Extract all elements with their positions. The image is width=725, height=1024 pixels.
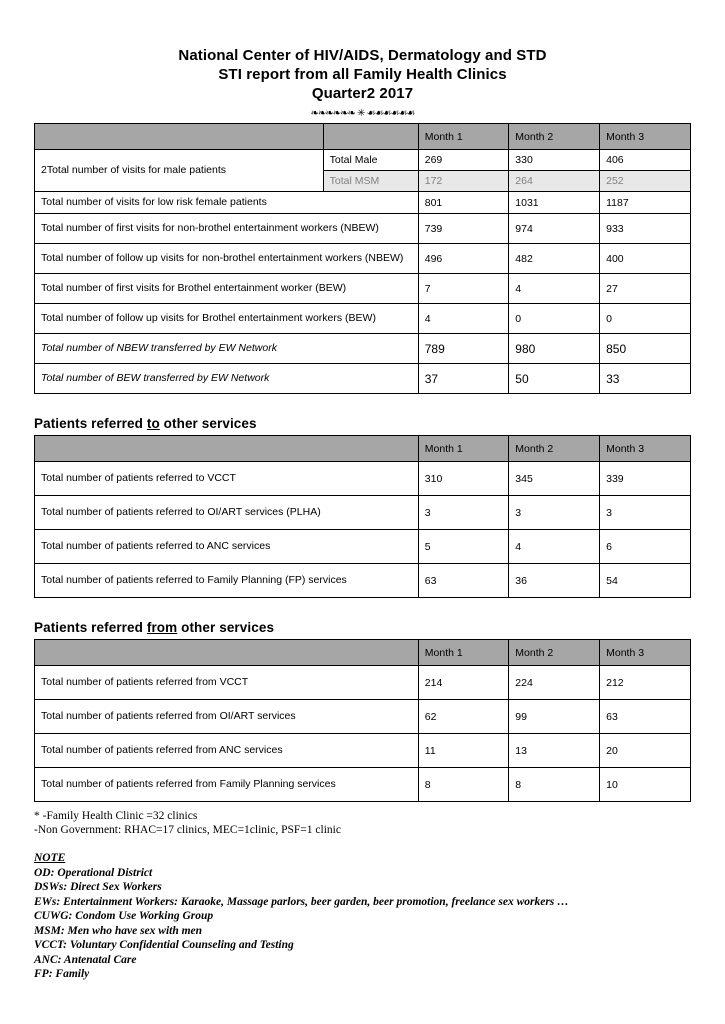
table-row <box>35 530 691 564</box>
cell-bew-first-m2: 4 <box>509 274 600 304</box>
document-title <box>34 46 691 119</box>
cell-total-male-m2: 330 <box>509 150 600 171</box>
footnote-line-2: -Non Government: RHAC=17 clinics, MEC=1clinic, PSF=1 clinic <box>34 824 341 836</box>
note-line-od: OD: Operational District <box>34 866 153 879</box>
cell-nbew-followup-m1: 496 <box>418 244 509 274</box>
cell-from-anc-m3: 20 <box>600 734 691 768</box>
cell-bew-followup-m2: 0 <box>509 304 600 334</box>
cell-total-msm-m3: 252 <box>600 171 691 192</box>
heading-prefix-to: Patients referred <box>34 416 147 431</box>
row-label-to-vcct: Total number of patients referred to VCCT <box>35 462 419 496</box>
cell-from-vcct-m2: 224 <box>509 666 600 700</box>
header-month-1: Month 1 <box>418 124 509 150</box>
header-blank-sub <box>323 124 418 150</box>
heading-suffix-from: other services <box>177 620 275 635</box>
row-label-bew-transferred: Total number of BEW transferred by EW Network <box>35 364 419 394</box>
cell-bew-followup-m3: 0 <box>600 304 691 334</box>
cell-nbew-followup-m2: 482 <box>509 244 600 274</box>
title-line-2: STI report from all Family Health Clinics <box>218 66 507 83</box>
note-line-cuwg: CUWG: Condom Use Working Group <box>34 910 214 922</box>
row-sublabel-total-male: Total Male <box>323 150 418 171</box>
cell-from-oiart-m2: 99 <box>509 700 600 734</box>
ornament-divider: ❧❧❧❧❧❧ ✳ ☙☙☙☙☙☙ <box>310 108 415 119</box>
table-row <box>35 274 691 304</box>
table-row <box>35 364 691 394</box>
cell-bew-first-m1: 7 <box>418 274 509 304</box>
header-blank-from <box>35 640 419 666</box>
row-label-nbew-followup: Total number of follow up visits for non-brothel entertainment workers (NBEW) <box>35 244 419 274</box>
cell-total-male-m3: 406 <box>600 150 691 171</box>
cell-to-vcct-m3: 339 <box>600 462 691 496</box>
note-line-ews: EWs: Entertainment Workers: Karaoke, Massage parlors, beer garden, beer promotion, freelance sex workers … <box>34 895 569 908</box>
cell-from-anc-m1: 11 <box>418 734 509 768</box>
cell-bew-transferred-m1: 37 <box>418 364 509 394</box>
cell-to-fp-m2: 36 <box>509 564 600 598</box>
table-row <box>35 192 691 214</box>
table-header-row <box>35 640 691 666</box>
section-heading-referred-to <box>34 416 691 431</box>
row-label-to-oiart: Total number of patients referred to OI/ART services (PLHA) <box>35 496 419 530</box>
cell-to-fp-m1: 63 <box>418 564 509 598</box>
header-to-month-1: Month 1 <box>418 436 509 462</box>
title-line-1: National Center of HIV/AIDS, Dermatology and STD <box>178 47 547 64</box>
cell-low-risk-female-m3: 1187 <box>600 192 691 214</box>
heading-underlined-from: from <box>146 620 178 635</box>
table-row <box>35 666 691 700</box>
referred-from-table <box>34 639 691 802</box>
row-label-bew-followup: Total number of follow up visits for Brothel entertainment workers (BEW) <box>35 304 419 334</box>
row-label-from-oiart: Total number of patients referred from OI/ART services <box>35 700 419 734</box>
header-blank-to <box>35 436 419 462</box>
note-line-vcct: VCCT: Voluntary Confidential Counseling and Testing <box>34 939 294 951</box>
main-visits-table <box>34 123 691 394</box>
cell-from-vcct-m1: 214 <box>418 666 509 700</box>
cell-to-fp-m3: 54 <box>600 564 691 598</box>
row-label-nbew-first-visits: Total number of first visits for non-brothel entertainment workers (NBEW) <box>35 214 419 244</box>
note-title: NOTE <box>34 852 66 864</box>
cell-to-oiart-m1: 3 <box>418 496 509 530</box>
row-label-nbew-transferred: Total number of NBEW transferred by EW Network <box>35 334 419 364</box>
heading-underlined-to: to <box>146 416 160 431</box>
table-row <box>35 496 691 530</box>
table-row <box>35 150 691 171</box>
note-block <box>34 851 691 982</box>
row-label-to-anc: Total number of patients referred to ANC services <box>35 530 419 564</box>
cell-to-oiart-m2: 3 <box>509 496 600 530</box>
header-month-3: Month 3 <box>600 124 691 150</box>
table-header-row <box>35 124 691 150</box>
cell-bew-transferred-m3: 33 <box>600 364 691 394</box>
row-sublabel-total-msm: Total MSM <box>323 171 418 192</box>
heading-suffix-to: other services <box>159 416 257 431</box>
section-heading-referred-from <box>34 620 691 635</box>
cell-to-vcct-m2: 345 <box>509 462 600 496</box>
header-from-month-3: Month 3 <box>600 640 691 666</box>
header-from-month-1: Month 1 <box>418 640 509 666</box>
cell-low-risk-female-m1: 801 <box>418 192 509 214</box>
cell-to-anc-m1: 5 <box>418 530 509 564</box>
cell-nbew-transferred-m2: 980 <box>509 334 600 364</box>
header-month-2: Month 2 <box>509 124 600 150</box>
cell-from-fp-m1: 8 <box>418 768 509 802</box>
cell-to-oiart-m3: 3 <box>600 496 691 530</box>
row-label-low-risk-female: Total number of visits for low risk female patients <box>35 192 419 214</box>
cell-total-male-m1: 269 <box>418 150 509 171</box>
row-label-from-anc: Total number of patients referred from ANC services <box>35 734 419 768</box>
cell-nbew-first-m2: 974 <box>509 214 600 244</box>
row-label-from-fp: Total number of patients referred from Family Planning services <box>35 768 419 802</box>
cell-from-vcct-m3: 212 <box>600 666 691 700</box>
cell-nbew-first-m1: 739 <box>418 214 509 244</box>
cell-to-vcct-m1: 310 <box>418 462 509 496</box>
cell-from-oiart-m1: 62 <box>418 700 509 734</box>
row-label-bew-first-visits: Total number of first visits for Brothel entertainment worker (BEW) <box>35 274 419 304</box>
cell-bew-first-m3: 27 <box>600 274 691 304</box>
referred-to-table <box>34 435 691 598</box>
table-row <box>35 734 691 768</box>
note-line-anc: ANC: Antenatal Care <box>34 953 137 966</box>
cell-nbew-followup-m3: 400 <box>600 244 691 274</box>
table-header-row <box>35 436 691 462</box>
table-row <box>35 304 691 334</box>
cell-bew-transferred-m2: 50 <box>509 364 600 394</box>
table-row <box>35 462 691 496</box>
cell-from-oiart-m3: 63 <box>600 700 691 734</box>
cell-nbew-transferred-m1: 789 <box>418 334 509 364</box>
header-blank-label <box>35 124 324 150</box>
note-line-dsws: DSWs: Direct Sex Workers <box>34 881 162 893</box>
note-line-msm: MSM: Men who have sex with men <box>34 924 203 937</box>
cell-from-fp-m2: 8 <box>509 768 600 802</box>
cell-from-anc-m2: 13 <box>509 734 600 768</box>
footnotes <box>34 809 691 837</box>
table-row <box>35 214 691 244</box>
header-to-month-2: Month 2 <box>509 436 600 462</box>
cell-total-msm-m1: 172 <box>418 171 509 192</box>
row-label-to-fp: Total number of patients referred to Family Planning (FP) services <box>35 564 419 598</box>
row-label-male-visits: 2Total number of visits for male patients <box>35 150 324 192</box>
cell-to-anc-m2: 4 <box>509 530 600 564</box>
cell-bew-followup-m1: 4 <box>418 304 509 334</box>
cell-from-fp-m3: 10 <box>600 768 691 802</box>
header-to-month-3: Month 3 <box>600 436 691 462</box>
table-row <box>35 244 691 274</box>
table-row <box>35 334 691 364</box>
title-line-3: Quarter2 2017 <box>311 85 414 102</box>
cell-total-msm-m2: 264 <box>509 171 600 192</box>
header-from-month-2: Month 2 <box>509 640 600 666</box>
heading-prefix-from: Patients referred <box>34 620 147 635</box>
row-label-from-vcct: Total number of patients referred from VCCT <box>35 666 419 700</box>
note-line-fp: FP: Family <box>34 968 90 980</box>
footnote-line-1: * -Family Health Clinic =32 clinics <box>34 810 198 822</box>
table-row <box>35 564 691 598</box>
table-row <box>35 700 691 734</box>
table-row <box>35 768 691 802</box>
cell-nbew-first-m3: 933 <box>600 214 691 244</box>
cell-nbew-transferred-m3: 850 <box>600 334 691 364</box>
cell-low-risk-female-m2: 1031 <box>509 192 600 214</box>
cell-to-anc-m3: 6 <box>600 530 691 564</box>
